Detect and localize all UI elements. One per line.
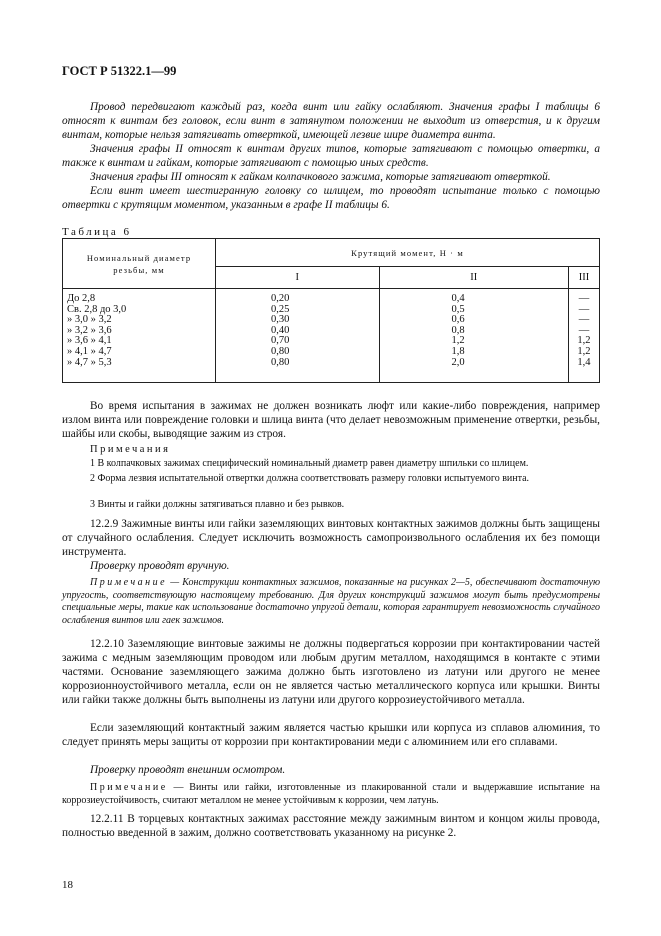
table-col-iii [568, 289, 599, 383]
section-12-2-10: 12.2.10 Заземляющие винтовые зажимы не должны подвергаться коррозии при контактировании частей зажима с медным заземляющим проводом или любым другим металлом, находящимся в контакте с этими частями. Основание заземляющего зажима должно быть изготовлено из латуни или другого не менее коррозионноустойчивого металла, если он не является частью металлического корпуса или крышки. Винты или гайки также должны быть выполнены из латуни или другого коррозиеустойчивого металла. [62, 638, 600, 706]
section-12-2-9: 12.2.9 Зажимные винты или гайки заземляющих винтовых контактных зажимов должны быть защищены от случайного ослабления. Следует исключить возможность самопроизвольного ослабления их без помощи инструмента. [62, 518, 600, 558]
intro-paragraph-4: Если винт имеет шестигранную головку со шлицем, то проводят испытание только с помощью отвертки с крутящим моментом, указанным в графе II таблицы 6. [62, 185, 600, 211]
table-cell-d-4: » 3,2 » 3,6 [67, 324, 112, 336]
note-2: 2 Форма лезвия испытательной отвертки должна соответствовать размеру головки испытуемого винта. [90, 473, 530, 484]
table-cell-c2-1: 0,4 [451, 293, 465, 304]
table-cell-d-5: » 3,6 » 4,1 [67, 335, 112, 347]
table-cell-c1-4: 0,40 [271, 324, 290, 336]
table-head-diameter: Номинальный диаметр резьбы, мм [63, 239, 216, 289]
table-head-col-2: II [379, 267, 568, 289]
table-cell-c1-6: 0,80 [271, 345, 290, 357]
table-cell-c1-2: 0,25 [271, 303, 290, 315]
table-cell-c1-5: 0,70 [271, 335, 290, 347]
document-code: ГОСТ Р 51322.1—99 [62, 64, 177, 78]
table-cell-d-1: До 2,8 [67, 293, 96, 304]
section-12-2-11: 12.2.11 В торцевых контактных зажимах расстояние между зажимным винтом и концом жилы провода, полностью введенной в зажим, должно соответствовать указанному на рисунке 2. [62, 813, 600, 839]
table-cell-d-6: » 4,1 » 4,7 [67, 345, 112, 357]
table-cell-d-2: Св. 2,8 до 3,0 [67, 303, 127, 315]
table-head-col-1: I [216, 267, 380, 289]
table-cell-d-7: » 4,7 » 5,3 [67, 356, 112, 368]
note-text-2: — Винты или гайки, изготовленные из плакированной стали и выдержавшие испытание на коррозиеустойчивость, считают металлом не менее устойчивым к коррозии, чем латунь. [62, 782, 600, 806]
section-12-2-9-check: Проверку проводят вручную. [90, 560, 230, 572]
table-caption: Таблица 6 [62, 226, 132, 238]
table-cell-c2-3: 0,6 [451, 314, 465, 326]
notes-title: Примечания [90, 444, 171, 455]
note-text: — Конструкции контактных зажимов, показанные на рисунках 2—5, обеспечивают достаточную упругость, соответствующую настоящему требованию. Для других конструкций зажимов могут быть предусмотрены специальные меры, такие как использование достаточно упругой детали, которая гарантирует невозможность случайного ослабления винтов или гаек зажимов. [62, 577, 600, 626]
table-head-torque: Крутящий момент, Н · м [216, 239, 600, 267]
table-cell-c2-4: 0,8 [451, 324, 465, 336]
after-table-paragraph: Во время испытания в зажимах не должен возникать люфт или какие-либо повреждения, например излом винта или повреждение головки и шлица винта (что делает невозможным применение отвертки, резьбы, шайбы или скобы, выводящие зажим из строя. [62, 400, 600, 440]
table-cell-c2-7: 2,0 [451, 356, 465, 368]
table-cell-c2-5: 1,2 [451, 335, 465, 347]
table-cell-c2-2: 0,5 [451, 303, 465, 315]
table-cell-c3-3: — [578, 314, 590, 326]
intro-paragraph-2: Значения графы II относят к винтам других типов, которые затягивают с помощью отвертки, а также к винтам и гайкам, которые затягивают с помощью иных средств. [62, 143, 600, 169]
section-12-2-10-note [62, 782, 600, 807]
table-col-diameter [63, 289, 216, 383]
table-col-i [216, 289, 380, 383]
table-cell-c3-6: 1,2 [577, 345, 591, 357]
table-cell-c3-1: — [578, 293, 590, 304]
note-label-2: Примечание [90, 782, 168, 793]
table-cell-c1-1: 0,20 [271, 293, 290, 304]
table-cell-c2-6: 1,8 [451, 345, 465, 357]
section-12-2-10-check: Проверку проводят внешним осмотром. [90, 764, 286, 776]
table-head-col-3: III [568, 267, 599, 289]
table-cell-c3-5: 1,2 [577, 335, 591, 347]
section-12-2-9-note [62, 577, 600, 627]
torque-table [62, 238, 600, 383]
table-col-ii [379, 289, 568, 383]
table-cell-c1-7: 0,80 [271, 356, 290, 368]
page-number: 18 [62, 879, 73, 891]
table-cell-c1-3: 0,30 [271, 314, 290, 326]
table-cell-c3-2: — [578, 303, 590, 315]
note-1: 1 В колпачковых зажимах специфический номинальный диаметр равен диаметру шпильки со шлицем. [90, 458, 529, 469]
intro-paragraph-3: Значения графы III относят к гайкам колпачкового зажима, которые затягивают отверткой. [90, 171, 551, 183]
section-12-2-10-aluminium: Если заземляющий контактный зажим является частью крышки или корпуса из сплавов алюминия, то следует принять меры защиты от коррозии при контактировании меди с алюминием или его сплавами. [62, 722, 600, 748]
note-label: Примечание [90, 577, 168, 588]
table-cell-c3-7: 1,4 [577, 356, 591, 368]
table-cell-d-3: » 3,0 » 3,2 [67, 314, 112, 326]
table-cell-c3-4: — [578, 324, 590, 336]
note-3: 3 Винты и гайки должны затягиваться плавно и без рывков. [90, 499, 345, 510]
intro-paragraph-1: Провод передвигают каждый раз, когда винт или гайку ослабляют. Значения графы I таблицы 6 относят к винтам без головок, если винт в затянутом положении не выходит из отверстия, и к другим винтам, которые нельзя затягивать отверткой, имеющей лезвие шире диаметра винта. [62, 101, 600, 141]
